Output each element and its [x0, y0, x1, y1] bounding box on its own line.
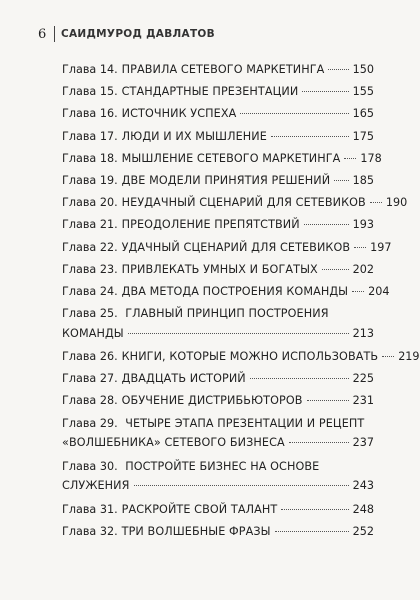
dot-leader	[344, 158, 356, 159]
dot-leader	[328, 69, 348, 70]
chapter-title: ДВАДЦАТЬ ИСТОРИЙ	[121, 372, 246, 386]
chapter-label: Глава 17.	[62, 129, 118, 143]
page-ref: 219	[398, 350, 420, 364]
chapter-title: ОБУЧЕНИЕ ДИСТРИБЬЮТОРОВ	[121, 394, 303, 408]
chapter-label: Глава 28.	[62, 394, 118, 408]
chapter-title: ПРАВИЛА СЕТЕВОГО МАРКЕТИНГА	[121, 63, 325, 76]
chapter-label: Глава 15.	[62, 85, 118, 99]
chapter-label: Глава 16.	[62, 107, 118, 121]
chapter-label: Глава 29.	[62, 416, 118, 430]
header-divider	[54, 26, 55, 42]
chapter-label: Глава 27.	[62, 372, 118, 386]
page-header	[38, 24, 370, 44]
page-ref: 155	[352, 85, 374, 99]
toc-entry	[62, 60, 374, 82]
page-ref: 225	[352, 372, 374, 386]
dot-leader	[271, 136, 349, 137]
dot-leader	[354, 247, 366, 248]
page-ref: 202	[352, 262, 374, 276]
chapter-title: ЛЮДИ И ИХ МЫШЛЕНИЕ	[121, 129, 267, 143]
chapter-title: ДВА МЕТОДА ПОСТРОЕНИЯ КОМАНДЫ	[121, 284, 349, 298]
dot-leader	[240, 113, 348, 114]
toc-entry	[62, 238, 392, 260]
page-ref: 237	[352, 436, 374, 450]
toc-entry	[62, 457, 374, 500]
chapter-label: Глава 22.	[62, 240, 118, 254]
dot-leader	[134, 485, 349, 486]
toc-entry	[62, 104, 374, 126]
dot-leader	[352, 291, 364, 292]
chapter-label: Глава 25.	[62, 307, 118, 321]
chapter-label: Глава 18.	[62, 151, 118, 165]
dot-leader	[128, 333, 349, 334]
chapter-label: Глава 24.	[62, 284, 118, 298]
chapter-title: ПРЕОДОЛЕНИЕ ПРЕПЯТСТВИЙ	[121, 218, 300, 232]
dot-leader	[275, 531, 349, 532]
chapter-title: МЫШЛЕНИЕ СЕТЕВОГО МАРКЕТИНГА	[121, 151, 341, 165]
dot-leader	[382, 356, 394, 357]
toc-entry	[62, 369, 374, 391]
toc-entry	[62, 347, 420, 369]
chapter-label: Глава 21.	[62, 218, 118, 232]
dot-leader	[281, 509, 348, 510]
chapter-title: ГЛАВНЫЙ ПРИНЦИП ПОСТРОЕНИЯ	[125, 307, 329, 321]
toc-entry	[62, 149, 382, 171]
dot-leader	[250, 378, 349, 379]
dot-leader	[307, 400, 349, 401]
page-ref: 204	[368, 284, 390, 298]
chapter-title: ПОСТРОЙТЕ БИЗНЕС НА ОСНОВЕ	[125, 459, 320, 473]
toc-entry	[62, 522, 374, 544]
page-ref: 248	[352, 502, 374, 516]
dot-leader	[370, 202, 382, 203]
toc-entry	[62, 282, 390, 304]
dot-leader	[322, 269, 349, 270]
chapter-title: ИСТОЧНИК УСПЕХА	[121, 107, 237, 121]
page-ref: 165	[352, 107, 374, 121]
table-of-contents	[62, 60, 420, 544]
page-ref: 150	[352, 63, 374, 76]
toc-entry	[62, 304, 374, 347]
chapter-title: НЕУДАЧНЫЙ СЦЕНАРИЙ ДЛЯ СЕТЕВИКОВ	[121, 196, 366, 210]
page-ref: 178	[360, 151, 382, 165]
dot-leader	[334, 180, 348, 181]
page-ref: 243	[352, 479, 374, 493]
page-ref: 190	[385, 196, 408, 210]
page-ref: 252	[352, 524, 374, 538]
toc-entry	[62, 171, 374, 193]
chapter-title: ДВЕ МОДЕЛИ ПРИНЯТИЯ РЕШЕНИЙ	[121, 173, 331, 187]
toc-entry	[62, 260, 374, 282]
page-ref: 193	[352, 218, 374, 232]
chapter-title: УДАЧНЫЙ СЦЕНАРИЙ ДЛЯ СЕТЕВИКОВ	[121, 240, 351, 254]
chapter-label: Глава 14.	[62, 63, 118, 76]
dot-leader	[302, 91, 348, 92]
chapter-label: Глава 19.	[62, 173, 118, 187]
chapter-title: РАСКРОЙТЕ СВОЙ ТАЛАНТ	[121, 502, 278, 516]
chapter-title: ПРИВЛЕКАТЬ УМНЫХ И БОГАТЫХ	[121, 262, 318, 276]
chapter-label: Глава 31.	[62, 502, 118, 516]
chapter-label: Глава 26.	[62, 350, 118, 364]
page-ref: 231	[352, 394, 374, 408]
toc-entry	[62, 391, 374, 413]
page-ref: 175	[352, 129, 374, 143]
chapter-title-continued: СЛУЖЕНИЯ	[62, 479, 130, 493]
chapter-title: КНИГИ, КОТОРЫЕ МОЖНО ИСПОЛЬЗОВАТЬ	[121, 350, 379, 364]
running-head: САИДМУРОД ДАВЛАТОВ	[61, 28, 215, 40]
toc-entry	[62, 82, 374, 104]
chapter-title: ЧЕТЫРЕ ЭТАПА ПРЕЗЕНТАЦИИ И РЕЦЕПТ	[125, 416, 365, 430]
chapter-title: СТАНДАРТНЫЕ ПРЕЗЕНТАЦИИ	[121, 85, 299, 99]
dot-leader	[304, 224, 349, 225]
toc-entry	[62, 500, 374, 522]
page-ref: 185	[352, 173, 374, 187]
dot-leader	[289, 442, 349, 443]
toc-entry	[62, 127, 374, 149]
page-number: 6	[38, 26, 47, 42]
chapter-title: ТРИ ВОЛШЕБНЫЕ ФРАЗЫ	[121, 524, 271, 538]
chapter-label: Глава 23.	[62, 262, 118, 276]
toc-entry	[62, 414, 374, 457]
toc-entry	[62, 215, 374, 237]
page-ref: 197	[370, 240, 392, 254]
chapter-label: Глава 30.	[62, 459, 118, 473]
chapter-label: Глава 20.	[62, 196, 118, 210]
toc-entry	[62, 193, 408, 215]
page-ref: 213	[352, 326, 374, 340]
chapter-label: Глава 32.	[62, 524, 118, 538]
chapter-title-continued: КОМАНДЫ	[62, 326, 124, 340]
chapter-title-continued: «ВОЛШЕБНИКА» СЕТЕВОГО БИЗНЕСА	[62, 436, 285, 450]
